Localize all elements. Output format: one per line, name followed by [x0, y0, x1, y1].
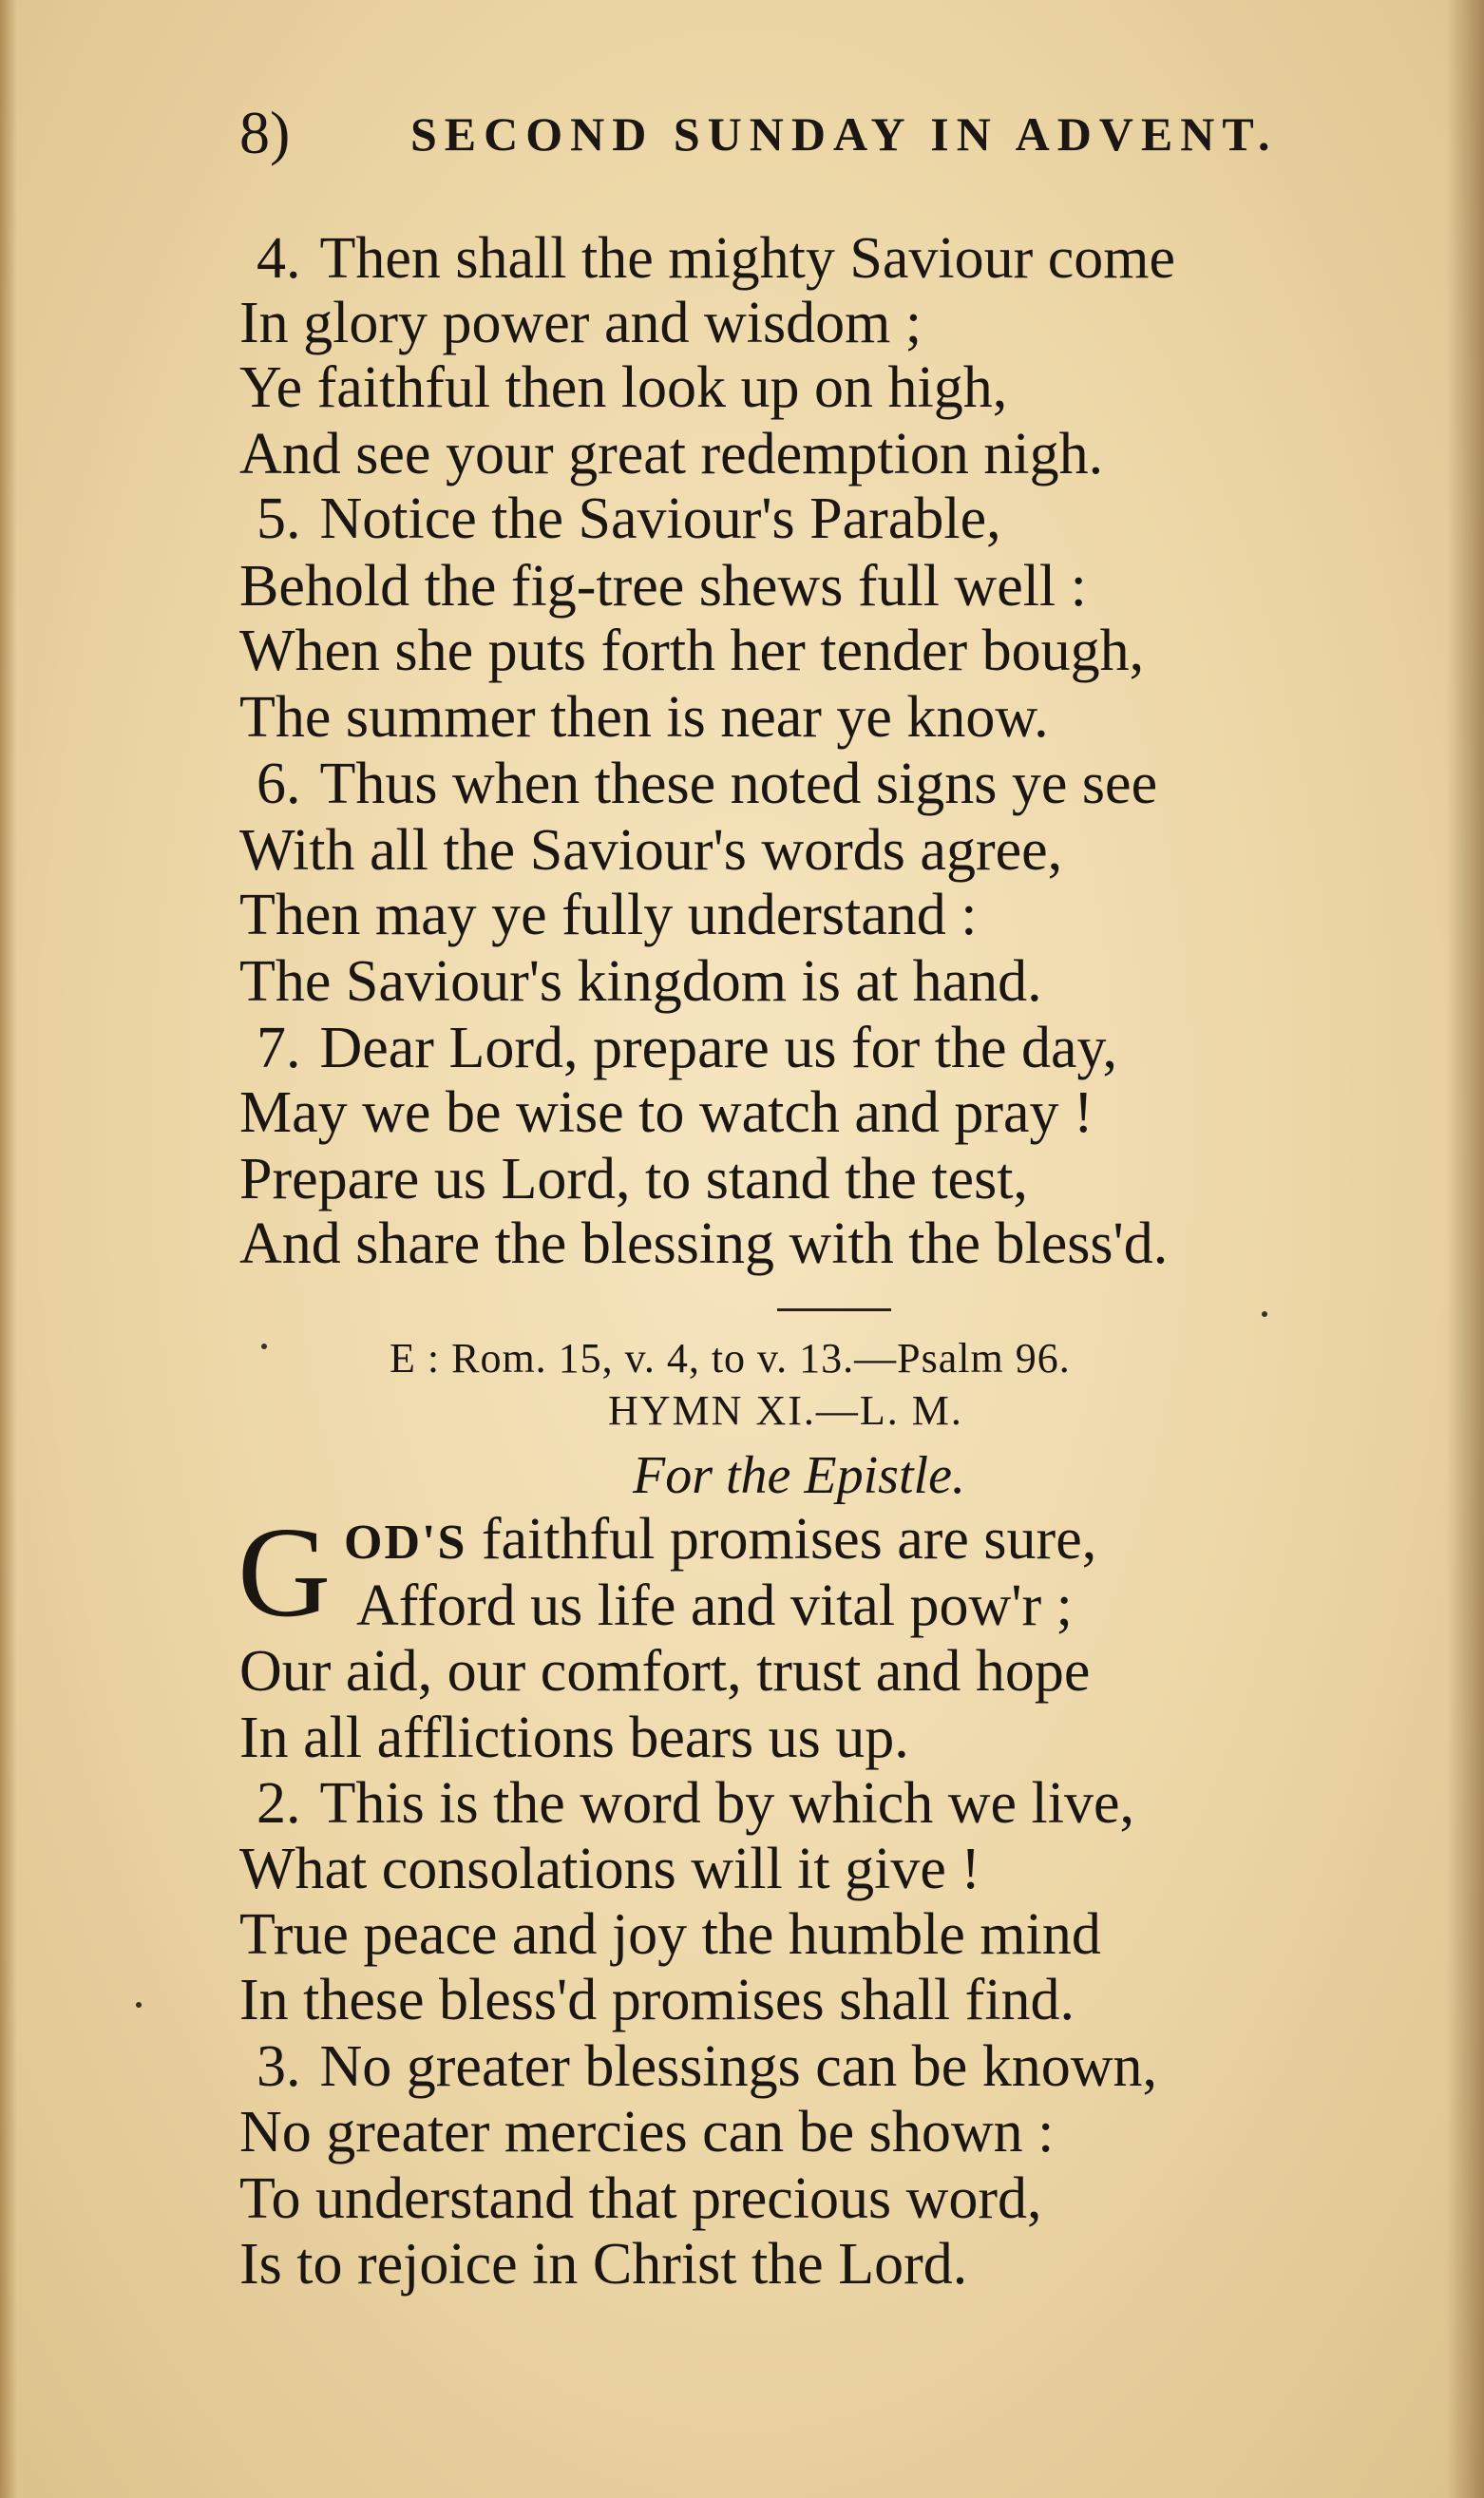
hymn-line — [257, 2033, 1157, 2100]
line-text: Thus when these noted signs ye see — [319, 752, 1158, 816]
hymn-line: Our aid, our comfort, trust and hope — [239, 1639, 1091, 1704]
hymn-line: With all the Saviour's words agree, — [239, 818, 1063, 883]
hymn-line: Prepare us Lord, to stand the test, — [239, 1147, 1028, 1211]
hymn-line — [257, 225, 1175, 292]
ink-speck — [1262, 1311, 1267, 1317]
epistle-reference: E : Rom. 15, v. 4, to v. 13.—Psalm 96. — [390, 1335, 1071, 1382]
hymn-line: True peace and joy the humble mind — [239, 1902, 1101, 1967]
page-edge-right — [1446, 0, 1484, 2498]
hymn-subtitle: For the Epistle. — [633, 1446, 965, 1505]
hymn-line — [257, 1770, 1134, 1837]
line-text: No greater blessings can be known, — [319, 2034, 1158, 2099]
hymn-line: And share the blessing with the bless'd. — [239, 1211, 1169, 1276]
stanza-number: 5. — [257, 486, 301, 551]
line-text: Then shall the mighty Saviour come — [319, 226, 1176, 291]
page-edge-left — [0, 0, 17, 2498]
page-number: 8) — [239, 99, 291, 166]
hymn-line: What consolations will it give ! — [239, 1837, 981, 1901]
stanza-number: 6. — [257, 752, 301, 816]
hymn-line: To understand that precious word, — [239, 2166, 1042, 2231]
ink-speck — [261, 1344, 267, 1349]
hymn-line: In all afflictions bears us up. — [239, 1706, 909, 1770]
drop-cap: G — [238, 1501, 332, 1644]
line-text: Dear Lord, prepare us for the day, — [319, 1016, 1117, 1080]
stanza-number: 2. — [257, 1771, 301, 1836]
hymn-line: In glory power and wisdom ; — [239, 291, 923, 355]
hymn-title: HYMN XI.—L. M. — [608, 1387, 963, 1434]
line-text: This is the word by which we live, — [319, 1771, 1135, 1836]
hymn-line: When she puts forth her tender bough, — [239, 619, 1145, 683]
hymn-line: The Saviour's kingdom is at hand. — [239, 949, 1042, 1014]
line-text: faithful promises are sure, — [481, 1507, 1097, 1572]
hymn-line — [257, 486, 1001, 552]
hymn-line: Is to rejoice in Christ the Lord. — [239, 2232, 968, 2297]
hymn-line: Behold the fig-tree shews full well : — [239, 554, 1087, 619]
hymn-line — [257, 751, 1157, 817]
ink-speck — [136, 2002, 142, 2008]
stanza-number: 7. — [257, 1016, 301, 1080]
hymn-line: No greater mercies can be shown : — [239, 2100, 1055, 2164]
hymn-line: May we be wise to watch and pray ! — [239, 1080, 1094, 1145]
hymn-line: The summer then is near ye know. — [239, 685, 1049, 750]
section-divider — [777, 1308, 891, 1311]
running-head-title: SECOND SUNDAY IN ADVENT. — [410, 107, 1278, 161]
stanza-number: 3. — [257, 2034, 301, 2099]
line-text: Notice the Saviour's Parable, — [319, 486, 1001, 551]
hymn-line: Ye faithful then look up on high, — [239, 355, 1008, 420]
first-word-caps: OD'S — [344, 1516, 467, 1570]
running-head — [239, 95, 1303, 171]
hymn-line: Then may ye fully understand : — [239, 883, 978, 947]
hymn-line: And see your great redemption nigh. — [239, 422, 1104, 486]
hymn-line: Afford us life and vital pow'r ; — [356, 1573, 1073, 1638]
hymn-line — [257, 1015, 1117, 1081]
hymn-line — [344, 1506, 1096, 1573]
stanza-number: 4. — [257, 226, 301, 291]
hymn-line: In these bless'd promises shall find. — [239, 1968, 1075, 2032]
